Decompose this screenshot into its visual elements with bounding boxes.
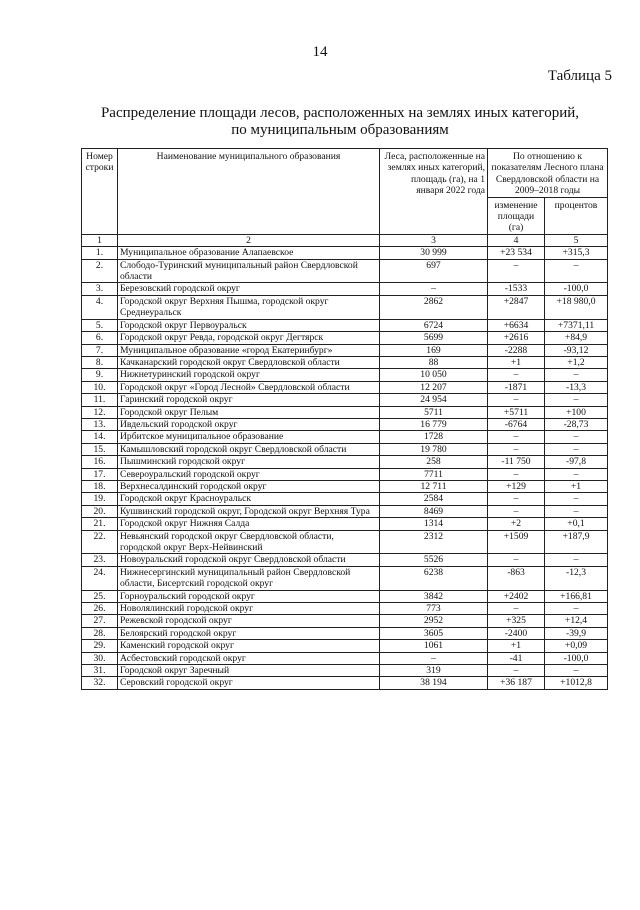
municipality-name: Нижнетуринский городской округ [118, 369, 380, 381]
area-change: – [488, 259, 545, 283]
row-number: 3. [82, 283, 118, 295]
percent-change: +100 [545, 406, 608, 418]
percent-change: – [545, 431, 608, 443]
forest-area: 8469 [380, 505, 488, 517]
area-change: – [488, 369, 545, 381]
table-row [82, 566, 608, 590]
municipality-name: Городской округ Красноуральск [118, 493, 380, 505]
row-number: 30. [82, 652, 118, 664]
forest-area: 2584 [380, 493, 488, 505]
column-number: 4 [488, 234, 545, 246]
table-row [82, 319, 608, 331]
table-row [82, 247, 608, 259]
table-title [40, 105, 640, 139]
municipality-name: Ивдельский городской округ [118, 418, 380, 430]
forest-area: 773 [380, 603, 488, 615]
area-change: +5711 [488, 406, 545, 418]
municipality-name: Верхнесалдинский городской округ [118, 480, 380, 492]
column-number-row [82, 234, 608, 246]
municipality-name: Гаринский городской округ [118, 394, 380, 406]
municipality-name: Пышминский городской округ [118, 456, 380, 468]
percent-change: -93,12 [545, 344, 608, 356]
percent-change: – [545, 443, 608, 455]
header-forest-area: Леса, расположенные на землях иных категорий, площадь (га), на 1 января 2022 года [380, 149, 488, 235]
table-row [82, 518, 608, 530]
municipality-name: Серовский городской округ [118, 677, 380, 689]
title-line-2: по муниципальным образованиям [231, 122, 449, 138]
municipality-name: Городской округ Пелым [118, 406, 380, 418]
row-number: 26. [82, 603, 118, 615]
table-row [82, 406, 608, 418]
forest-area: 1728 [380, 431, 488, 443]
header-row [82, 149, 608, 198]
table-row [82, 615, 608, 627]
table-row [82, 677, 608, 689]
percent-change: – [545, 369, 608, 381]
area-change: +1 [488, 640, 545, 652]
forest-area: 7711 [380, 468, 488, 480]
municipality-name: Ирбитское муниципальное образование [118, 431, 380, 443]
table-row [82, 627, 608, 639]
forest-area: 3842 [380, 590, 488, 602]
row-number: 24. [82, 566, 118, 590]
percent-change: +187,9 [545, 530, 608, 554]
table-row [82, 259, 608, 283]
table-row [82, 356, 608, 368]
row-number: 14. [82, 431, 118, 443]
table-row [82, 554, 608, 566]
table-row [82, 652, 608, 664]
percent-change: +84,9 [545, 332, 608, 344]
area-change: -863 [488, 566, 545, 590]
column-number: 1 [82, 234, 118, 246]
row-number: 11. [82, 394, 118, 406]
municipality-name: Городской округ Ревда, городской округ Дегтярск [118, 332, 380, 344]
row-number: 4. [82, 295, 118, 319]
forest-area: 6724 [380, 319, 488, 331]
percent-change: – [545, 554, 608, 566]
area-change: – [488, 394, 545, 406]
column-number: 3 [380, 234, 488, 246]
municipality-name: Новоуральский городской округ Свердловской области [118, 554, 380, 566]
area-change: +6634 [488, 319, 545, 331]
table-row [82, 590, 608, 602]
header-percent: процентов [545, 197, 608, 234]
forest-area: 30 999 [380, 247, 488, 259]
percent-change: – [545, 394, 608, 406]
header-area-change: изменение площади (га) [488, 197, 545, 234]
forest-area: 12 207 [380, 381, 488, 393]
table-row [82, 295, 608, 319]
forest-area-table [81, 148, 608, 690]
municipality-name: Слободо-Туринский муниципальный район Свердловской области [118, 259, 380, 283]
table-row [82, 640, 608, 652]
area-change: +2616 [488, 332, 545, 344]
forest-area: 3605 [380, 627, 488, 639]
percent-change: +1 [545, 480, 608, 492]
row-number: 29. [82, 640, 118, 652]
forest-area: 2862 [380, 295, 488, 319]
area-change: +2 [488, 518, 545, 530]
title-line-1: Распределение площади лесов, расположенных на землях иных категорий, [100, 105, 580, 121]
area-change: – [488, 443, 545, 455]
forest-area: 169 [380, 344, 488, 356]
row-number: 23. [82, 554, 118, 566]
table-row [82, 332, 608, 344]
municipality-name: Нижнесергинский муниципальный район Свердловской области, Бисертский городской округ [118, 566, 380, 590]
percent-change: – [545, 505, 608, 517]
forest-area: 319 [380, 665, 488, 677]
header-row-number: Номер строки [82, 149, 118, 235]
area-change: -1533 [488, 283, 545, 295]
forest-area: 88 [380, 356, 488, 368]
percent-change: +315,3 [545, 247, 608, 259]
municipality-name: Горноуральский городской округ [118, 590, 380, 602]
area-change: – [488, 665, 545, 677]
row-number: 22. [82, 530, 118, 554]
row-number: 27. [82, 615, 118, 627]
percent-change: +12,4 [545, 615, 608, 627]
row-number: 32. [82, 677, 118, 689]
percent-change: +1012,8 [545, 677, 608, 689]
area-change: -6764 [488, 418, 545, 430]
municipality-name: Белоярский городской округ [118, 627, 380, 639]
area-change: +2402 [488, 590, 545, 602]
row-number: 31. [82, 665, 118, 677]
percent-change: -100,0 [545, 652, 608, 664]
row-number: 10. [82, 381, 118, 393]
table-row [82, 394, 608, 406]
row-number: 13. [82, 418, 118, 430]
percent-change: -39,9 [545, 627, 608, 639]
table-row [82, 431, 608, 443]
area-change: +129 [488, 480, 545, 492]
percent-change: +1,2 [545, 356, 608, 368]
area-change: -1871 [488, 381, 545, 393]
percent-change: -12,3 [545, 566, 608, 590]
row-number: 15. [82, 443, 118, 455]
area-change: – [488, 554, 545, 566]
municipality-name: Невьянский городской округ Свердловской области, городской округ Верх-Нейвинский [118, 530, 380, 554]
column-number: 2 [118, 234, 380, 246]
percent-change: – [545, 259, 608, 283]
row-number: 18. [82, 480, 118, 492]
row-number: 9. [82, 369, 118, 381]
forest-area: 19 780 [380, 443, 488, 455]
page-number: 14 [312, 44, 328, 60]
row-number: 21. [82, 518, 118, 530]
forest-area: 16 779 [380, 418, 488, 430]
forest-area: 10 050 [380, 369, 488, 381]
municipality-name: Режевской городской округ [118, 615, 380, 627]
table-row [82, 603, 608, 615]
area-change: +36 187 [488, 677, 545, 689]
table-row [82, 418, 608, 430]
row-number: 16. [82, 456, 118, 468]
header-municipality: Наименование муниципального образования [118, 149, 380, 235]
area-change: – [488, 468, 545, 480]
municipality-name: Городской округ Заречный [118, 665, 380, 677]
row-number: 20. [82, 505, 118, 517]
forest-area: 5699 [380, 332, 488, 344]
row-number: 7. [82, 344, 118, 356]
municipality-name: Асбестовский городской округ [118, 652, 380, 664]
municipality-name: Городской округ «Город Лесной» Свердловской области [118, 381, 380, 393]
row-number: 2. [82, 259, 118, 283]
table-row [82, 344, 608, 356]
percent-change: +0,09 [545, 640, 608, 652]
table-row [82, 283, 608, 295]
table-row [82, 456, 608, 468]
forest-area: 5526 [380, 554, 488, 566]
percent-change: -13,3 [545, 381, 608, 393]
forest-area: – [380, 283, 488, 295]
forest-area: 38 194 [380, 677, 488, 689]
table-row [82, 480, 608, 492]
percent-change: -28,73 [545, 418, 608, 430]
header-relative-plan: По отношению к показателям Лесного плана Свердловской области на 2009–2018 годы [488, 149, 608, 198]
percent-change: – [545, 603, 608, 615]
forest-area: 1314 [380, 518, 488, 530]
forest-area: 24 954 [380, 394, 488, 406]
forest-area: 2952 [380, 615, 488, 627]
percent-change: -97,8 [545, 456, 608, 468]
row-number: 19. [82, 493, 118, 505]
forest-area: 12 711 [380, 480, 488, 492]
column-number: 5 [545, 234, 608, 246]
municipality-name: Каменский городской округ [118, 640, 380, 652]
municipality-name: Муниципальное образование «город Екатеринбург» [118, 344, 380, 356]
row-number: 28. [82, 627, 118, 639]
table-row [82, 369, 608, 381]
percent-change: -100,0 [545, 283, 608, 295]
table-row [82, 530, 608, 554]
forest-area: – [380, 652, 488, 664]
area-change: – [488, 603, 545, 615]
area-change: +325 [488, 615, 545, 627]
municipality-name: Муниципальное образование Алапаевское [118, 247, 380, 259]
area-change: +1 [488, 356, 545, 368]
percent-change: +166,81 [545, 590, 608, 602]
table-row [82, 505, 608, 517]
row-number: 25. [82, 590, 118, 602]
percent-change: – [545, 468, 608, 480]
area-change: – [488, 431, 545, 443]
row-number: 12. [82, 406, 118, 418]
forest-area: 5711 [380, 406, 488, 418]
row-number: 8. [82, 356, 118, 368]
municipality-name: Новолялинский городской округ [118, 603, 380, 615]
municipality-name: Березовский городской округ [118, 283, 380, 295]
table-row [82, 665, 608, 677]
percent-change: – [545, 665, 608, 677]
row-number: 5. [82, 319, 118, 331]
municipality-name: Городской округ Верхняя Пышма, городской округ Среднеуральск [118, 295, 380, 319]
municipality-name: Городской округ Нижняя Салда [118, 518, 380, 530]
table-label: Таблица 5 [547, 68, 612, 84]
area-change: -41 [488, 652, 545, 664]
table-row [82, 381, 608, 393]
percent-change: +18 980,0 [545, 295, 608, 319]
area-change: – [488, 505, 545, 517]
forest-area: 697 [380, 259, 488, 283]
table-row [82, 443, 608, 455]
area-change: -11 750 [488, 456, 545, 468]
municipality-name: Камышловский городской округ Свердловской области [118, 443, 380, 455]
municipality-name: Североуральский городской округ [118, 468, 380, 480]
area-change: -2400 [488, 627, 545, 639]
forest-area: 258 [380, 456, 488, 468]
area-change: -2288 [488, 344, 545, 356]
table-row [82, 468, 608, 480]
row-number: 17. [82, 468, 118, 480]
percent-change: – [545, 493, 608, 505]
municipality-name: Качканарский городской округ Свердловской области [118, 356, 380, 368]
forest-area: 2312 [380, 530, 488, 554]
percent-change: +0,1 [545, 518, 608, 530]
area-change: – [488, 493, 545, 505]
area-change: +23 534 [488, 247, 545, 259]
row-number: 6. [82, 332, 118, 344]
municipality-name: Кушвинский городской округ, Городской округ Верхняя Тура [118, 505, 380, 517]
area-change: +1509 [488, 530, 545, 554]
row-number: 1. [82, 247, 118, 259]
forest-area: 1061 [380, 640, 488, 652]
forest-area: 6238 [380, 566, 488, 590]
municipality-name: Городской округ Первоуральск [118, 319, 380, 331]
area-change: +2847 [488, 295, 545, 319]
percent-change: +7371,11 [545, 319, 608, 331]
table-row [82, 493, 608, 505]
